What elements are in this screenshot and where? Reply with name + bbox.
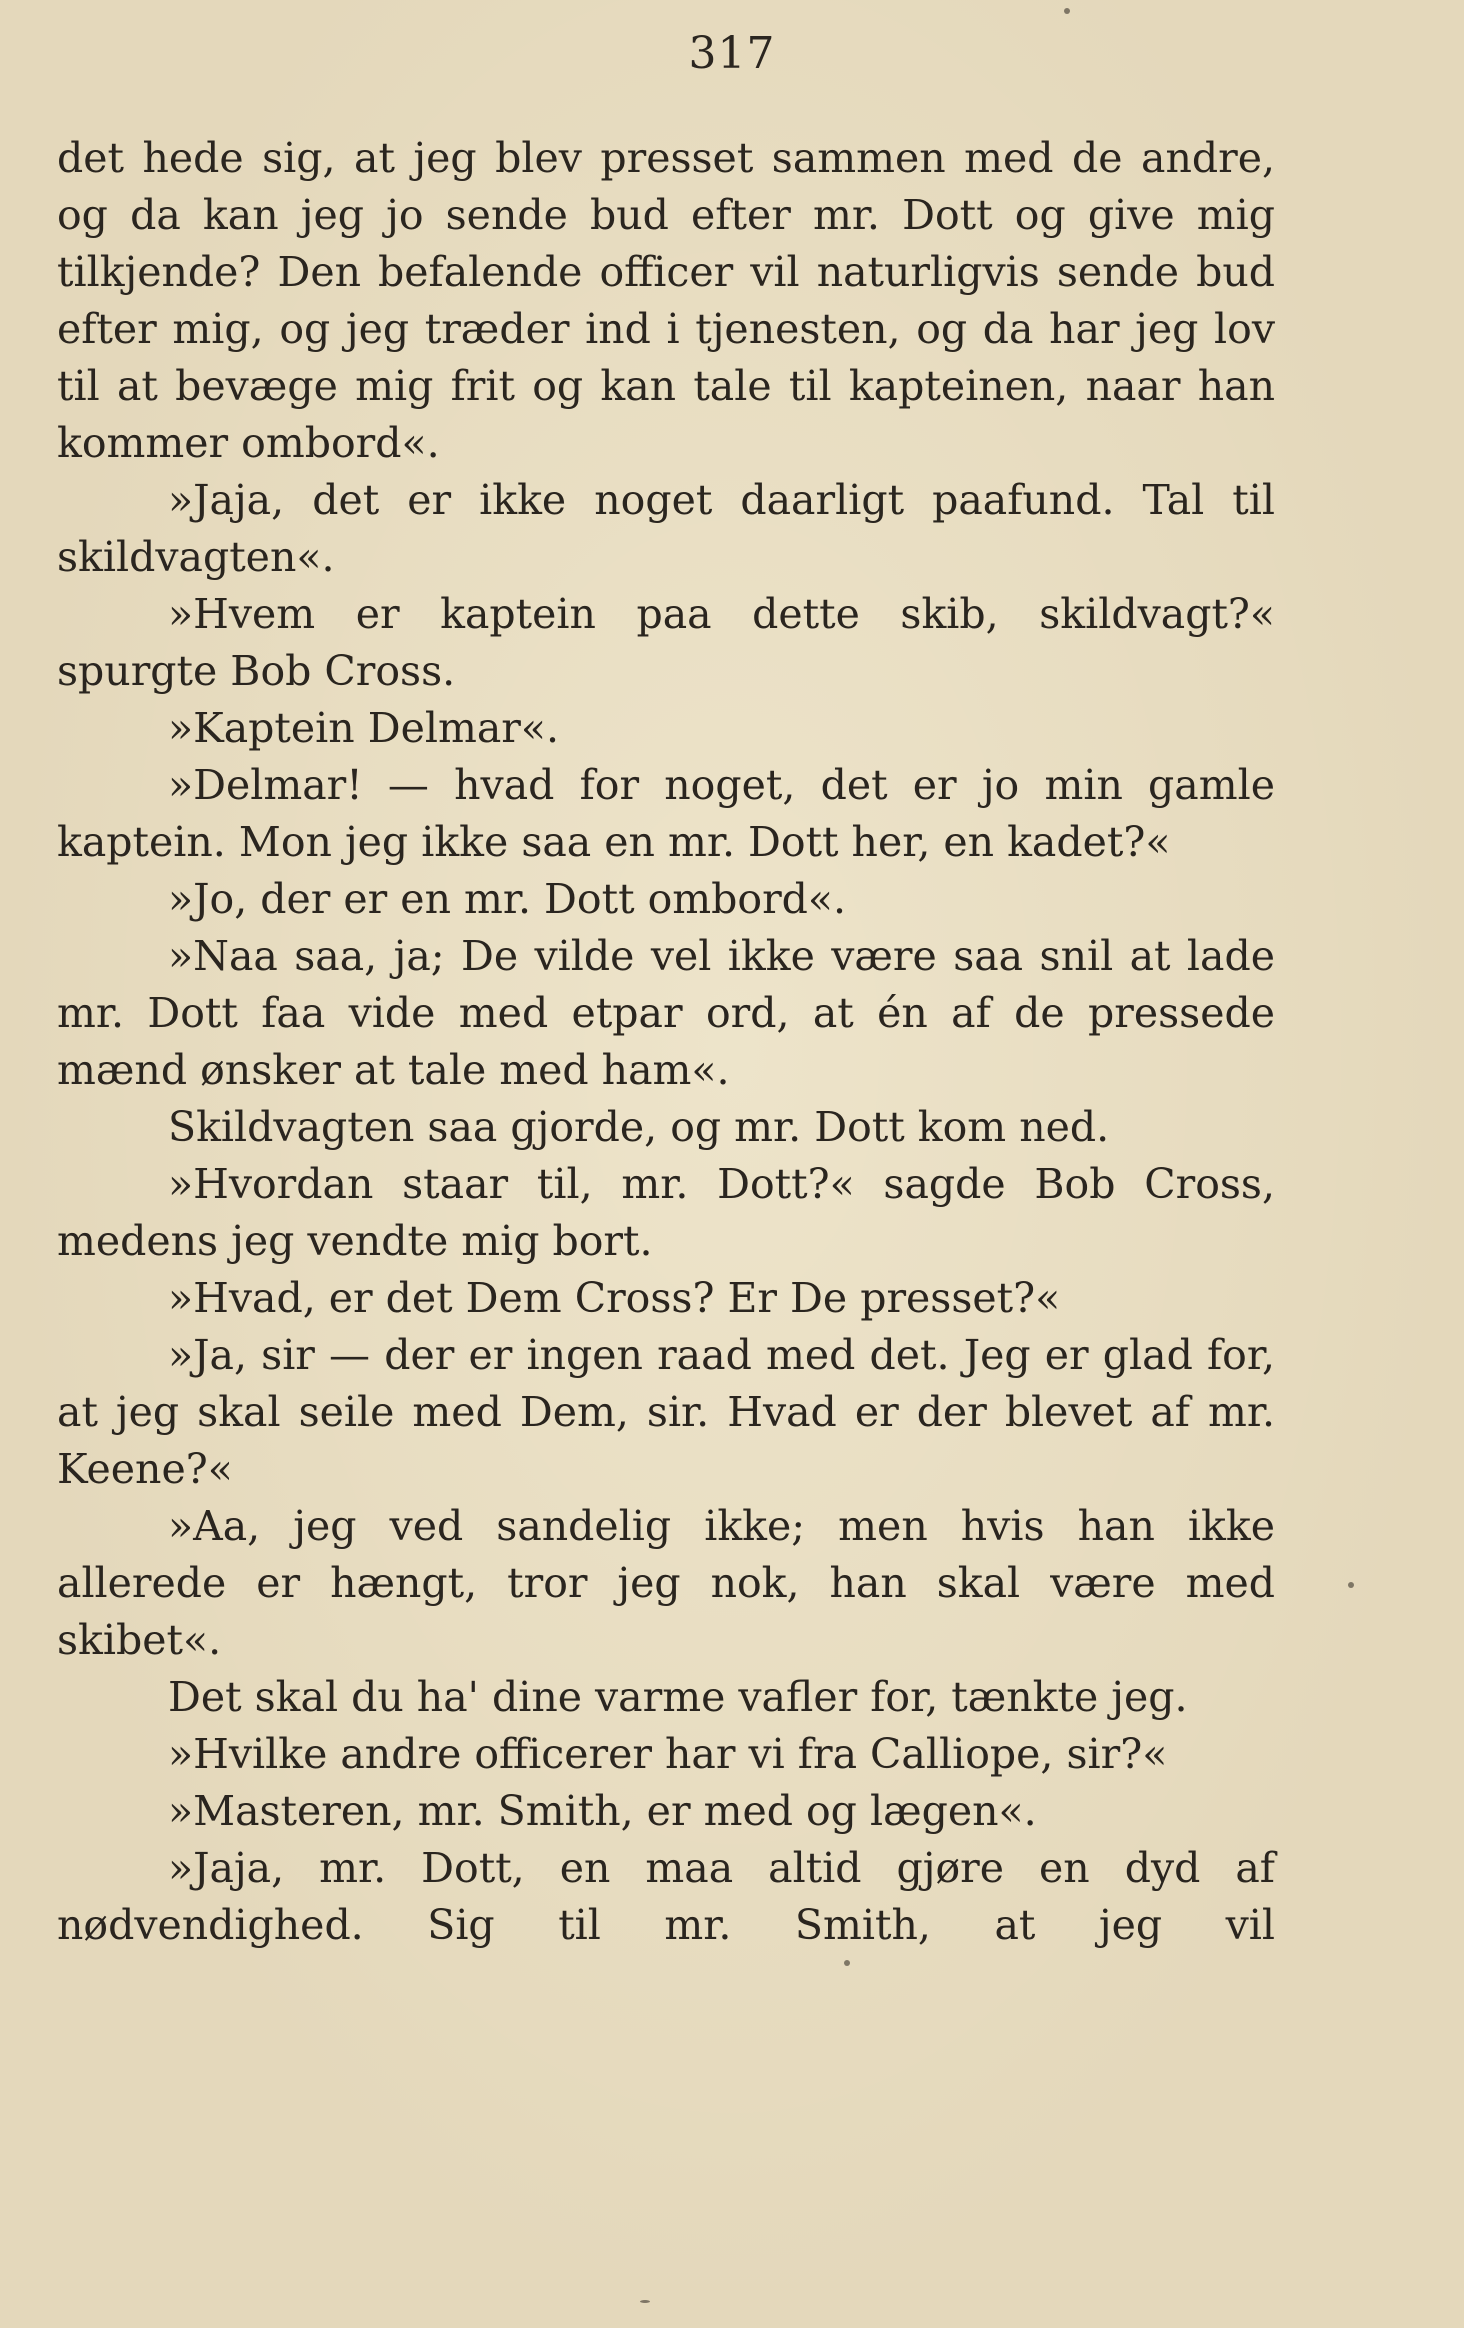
paper-speck: [1348, 1582, 1354, 1588]
paragraph: »Naa saa, ja; De vilde vel ikke være saa snil at lade mr. Dott faa vide med etpar ord, at én af de pressede mænd ønsker at tale med ham«.: [57, 932, 1275, 1094]
paragraph: »Hvem er kaptein paa dette skib, skildvagt?« spurgte Bob Cross.: [57, 590, 1275, 695]
body-text: [57, 130, 1275, 1954]
paragraph: »Kaptein Delmar«.: [168, 704, 559, 752]
paper-speck: [640, 2300, 650, 2303]
paragraph: »Masteren, mr. Smith, er med og lægen«.: [168, 1787, 1037, 1835]
paragraph: Skildvagten saa gjorde, og mr. Dott kom ned.: [168, 1103, 1110, 1151]
paragraph: »Jaja, det er ikke noget daarligt paafund. Tal til skildvagten«.: [57, 476, 1275, 581]
paragraph: »Jo, der er en mr. Dott ombord«.: [168, 875, 847, 923]
paragraph: »Hvordan staar til, mr. Dott?« sagde Bob Cross, medens jeg vendte mig bort.: [57, 1160, 1275, 1265]
paper-speck: [1064, 8, 1070, 14]
paragraph: det hede sig, at jeg blev presset sammen med de andre, og da kan jeg jo sende bud efter mr. Dott og give mig tilkjende? Den befalende officer vil naturligvis sende bud efter mig, og jeg træder ind i tjenesten, og da har jeg lov til at bevæge mig frit og kan tale til kapteinen, naar han kommer ombord«.: [57, 134, 1275, 467]
paper-speck: [844, 1960, 850, 1966]
paragraph: »Hvilke andre officerer har vi fra Calliope, sir?«: [168, 1730, 1168, 1778]
page-number: 317: [688, 28, 776, 79]
paragraph: »Jaja, mr. Dott, en maa altid gjøre en dyd af nødvendighed. Sig til mr. Smith, at jeg vil: [57, 1844, 1275, 1949]
paragraph: »Hvad, er det Dem Cross? Er De presset?«: [168, 1274, 1061, 1322]
paragraph: Det skal du ha' dine varme vafler for, tænkte jeg.: [168, 1673, 1188, 1721]
paragraph: »Ja, sir — der er ingen raad med det. Jeg er glad for, at jeg skal seile med Dem, sir. Hvad er der blevet af mr. Keene?«: [57, 1331, 1275, 1493]
paragraph: »Delmar! — hvad for noget, det er jo min gamle kaptein. Mon jeg ikke saa en mr. Dott her, en kadet?«: [57, 761, 1275, 866]
paragraph: »Aa, jeg ved sandelig ikke; men hvis han ikke allerede er hængt, tror jeg nok, han skal være med skibet«.: [57, 1502, 1275, 1664]
